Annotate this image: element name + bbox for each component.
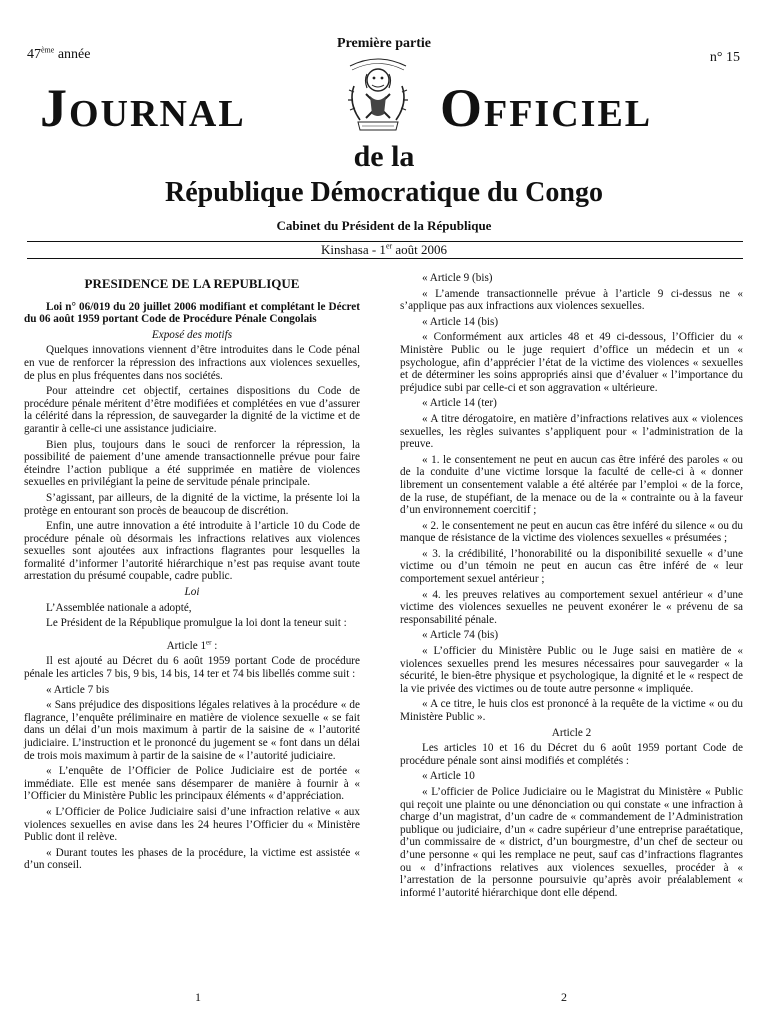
paragraph: « L’officier de Police Judiciaire ou le Magistrat du Ministère « Public qui reçoit une plainte ou une dénonciation ou qui constate « une infraction à charge d’un magistrat, d’un cadre de « commandement de l’Administration publique ou judiciaire, d’un « cadre supérieur d’une entreprise paraétatique, d’un commissaire de « district, d’un bourgmestre, d’un chef de secteur ou d’une personne « qui les remplace ne peut, sauf cas d’infractions flagrantes ou « d’infractions relatives aux violences sexuelles, procéder à « l’arrestation de la personne poursuivie qu’après avoir préalablement « informé l’autorité hiérarchique dont elle dépend.	[400, 785, 743, 899]
page-number-left: 1	[195, 990, 201, 1004]
expose-heading: Exposé des motifs	[151, 328, 233, 341]
paragraph: Les articles 10 et 16 du Décret du 6 août 1959 portant Code de procédure pénale sont ainsi modifiés et complétés :	[400, 742, 743, 767]
paragraph: « 1. le consentement ne peut en aucun cas être inféré des paroles « ou de la conduite d’une victime lorsque la faculté de celle-ci à « donner librement un consentement valable a été altérée par l’emploi « de la force, de la ruse, de stupéfiant, de la menace ou de la « contrainte ou à la faveur d’un environnement coercitif ;	[400, 453, 743, 517]
article-14bis-heading: « Article 14 (bis)	[422, 315, 499, 328]
title-de-la: de la	[353, 140, 415, 173]
title-journal: Journal	[40, 78, 246, 138]
title-officiel: Officiel	[440, 78, 653, 138]
paragraph: « Conformément aux articles 48 et 49 ci-dessous, l’Officier du « Ministère Public ou le juge requiert d’office un médecin et un « psychologue, afin d’apprécier l’état de la victime des violences « sexuelles et de déterminer les soins appropriés ainsi que d’évaluer « l’importance du préjudice subi par celle-ci et son aggravation « ultérieure.	[400, 331, 743, 394]
paragraph: S’agissant, par ailleurs, de la dignité de la victime, la présente loi la protège en entourant son procès de beaucoup de discrétion.	[24, 491, 360, 517]
paragraph: « Durant toutes les phases de la procédure, la victime est assistée « d’un conseil.	[24, 846, 360, 872]
paragraph: Enfin, une autre innovation a été introduite à l’article 10 du Code de procédure pénale où désormais les infractions relatives aux violences sexuelles sont ajoutées aux infractions flagrantes pour lesquelles la formalité d’informer l’autorité hiérarchique n’est pas requise avant toute arrestation du présumé coupable, cadre public.	[24, 520, 360, 583]
article-74bis-heading: « Article 74 (bis)	[422, 629, 499, 642]
paragraph: Bien plus, toujours dans le souci de renforcer la répression, la possibilité de paiement d’une amende transactionnelle prévue pour faire éteindre l’action publique a été supprimée en matière de violences sexuelles en privilégiant la peine de servitude pénale principale.	[24, 438, 360, 489]
article-10-heading: « Article 10	[422, 770, 475, 783]
article-7bis-heading: « Article 7 bis	[46, 683, 110, 696]
law-title: Loi n° 06/019 du 20 juillet 2006 modifiant et complétant le Décret du 06 août 1959 portant Code de Procédure Pénale Congolais	[24, 300, 360, 326]
paragraph: « 3. la crédibilité, l’honorabilité ou la disponibilité sexuelle « d’une victime ou d’un témoin ne peut en aucun cas être inféré de « leur comportement sexuel antérieur ;	[400, 547, 743, 586]
header-rule-bottom	[27, 258, 743, 259]
paragraph: « 4. les preuves relatives au comportement sexuel antérieur « d’une victime des violences sexuelles ne peuvent exonérer le « prévenu de sa responsabilité pénale.	[400, 588, 743, 626]
article-9bis-heading: « Article 9 (bis)	[422, 272, 493, 284]
issue-number: n° 15	[709, 50, 740, 65]
paragraph: « A ce titre, le huis clos est prononcé à la requête de la victime « ou du Ministère Public ».	[400, 698, 743, 723]
paragraph: L’Assemblée nationale a adopté,	[46, 601, 192, 614]
coat-of-arms-emblem	[340, 48, 416, 140]
paragraph: « L’amende transactionnelle prévue à l’article 9 ci-dessus ne « s’applique pas aux infractions aux violences sexuelles.	[400, 287, 743, 313]
paragraph: Pour atteindre cet objectif, certaines dispositions du Code de procédure pénale méritent d’être modifiées et complétées en vue d’assurer la célérité dans la répression, de sauvegarder la dignité de la victime et de garantir à celle-ci une assistance judiciaire.	[24, 385, 360, 435]
paragraph: « L’enquête de l’Officier de Police Judiciaire est de portée « immédiate. Elle est menée sans désemparer de manière à fournir à « l’Officier du Ministère Public les principaux éléments « d’appréciation.	[24, 765, 360, 803]
loi-heading: Loi	[184, 586, 200, 599]
column-left	[24, 272, 360, 875]
article-1-heading: Article 1er :	[166, 638, 218, 652]
paragraph: « A titre dérogatoire, en matière d’infractions relatives aux « violences sexuelles, les règles suivantes s’appliquent pour « l’administration de la preuve.	[400, 412, 743, 451]
column-right	[400, 272, 743, 902]
part-label: Première partie	[337, 36, 431, 51]
article-2-heading: Article 2	[551, 726, 592, 739]
cabinet-subtitle: Cabinet du Président de la République	[276, 218, 492, 233]
paragraph: « L’Officier de Police Judiciaire saisi d’une infraction relative « aux violences sexuelles en avise dans les 24 heures l’Officier du « Ministère Public dont il relève.	[24, 805, 360, 844]
paragraph: Le Président de la République promulgue la loi dont la teneur suit :	[46, 617, 347, 630]
year-label: 47ème année	[27, 45, 91, 62]
title-republic: République Démocratique du Congo	[165, 177, 603, 208]
section-heading: PRESIDENCE DE LA REPUBLIQUE	[84, 276, 300, 291]
page-number-right: 2	[561, 990, 567, 1004]
paragraph: « L’officier du Ministère Public ou le Juge saisi en matière de « violences sexuelles prend les mesures nécessaires pour sauvegarder « la sécurité, le bien-être physique et psychologique, la dignité et le « respect de la vie privée des victimes ou de toute autre personne « impliquée.	[400, 645, 743, 695]
article-14ter-heading: « Article 14 (ter)	[422, 397, 497, 410]
paragraph: Quelques innovations viennent d’être introduites dans le Code pénal en vue de renforcer la répression des infractions aux violences sexuelles, de plus en plus fréquentes dans nos sociétés.	[24, 344, 360, 382]
paragraph: « 2. le consentement ne peut en aucun cas être inféré du silence « ou du manque de résistance de la victime des violences sexuelles « présumées ;	[400, 519, 743, 545]
paragraph: Il est ajouté au Décret du 6 août 1959 portant Code de procédure pénale les articles 7 bis, 9 bis, 14 bis, 14 ter et 74 bis libellés comme suit :	[24, 655, 360, 681]
dateline: Kinshasa - 1er août 2006	[320, 241, 448, 257]
paragraph: « Sans préjudice des dispositions légales relatives à la procédure « de flagrance, l’enquête préliminaire en matière de violence sexuelle « se fait dans un délai d’un mois maximum à partir de la saisine de « l’autorité judiciaire. L’instruction et le prononcé du jugement se « font dans un délai de trois mois maximum à partir de la saisine de « l’autorité judiciaire.	[24, 699, 360, 762]
